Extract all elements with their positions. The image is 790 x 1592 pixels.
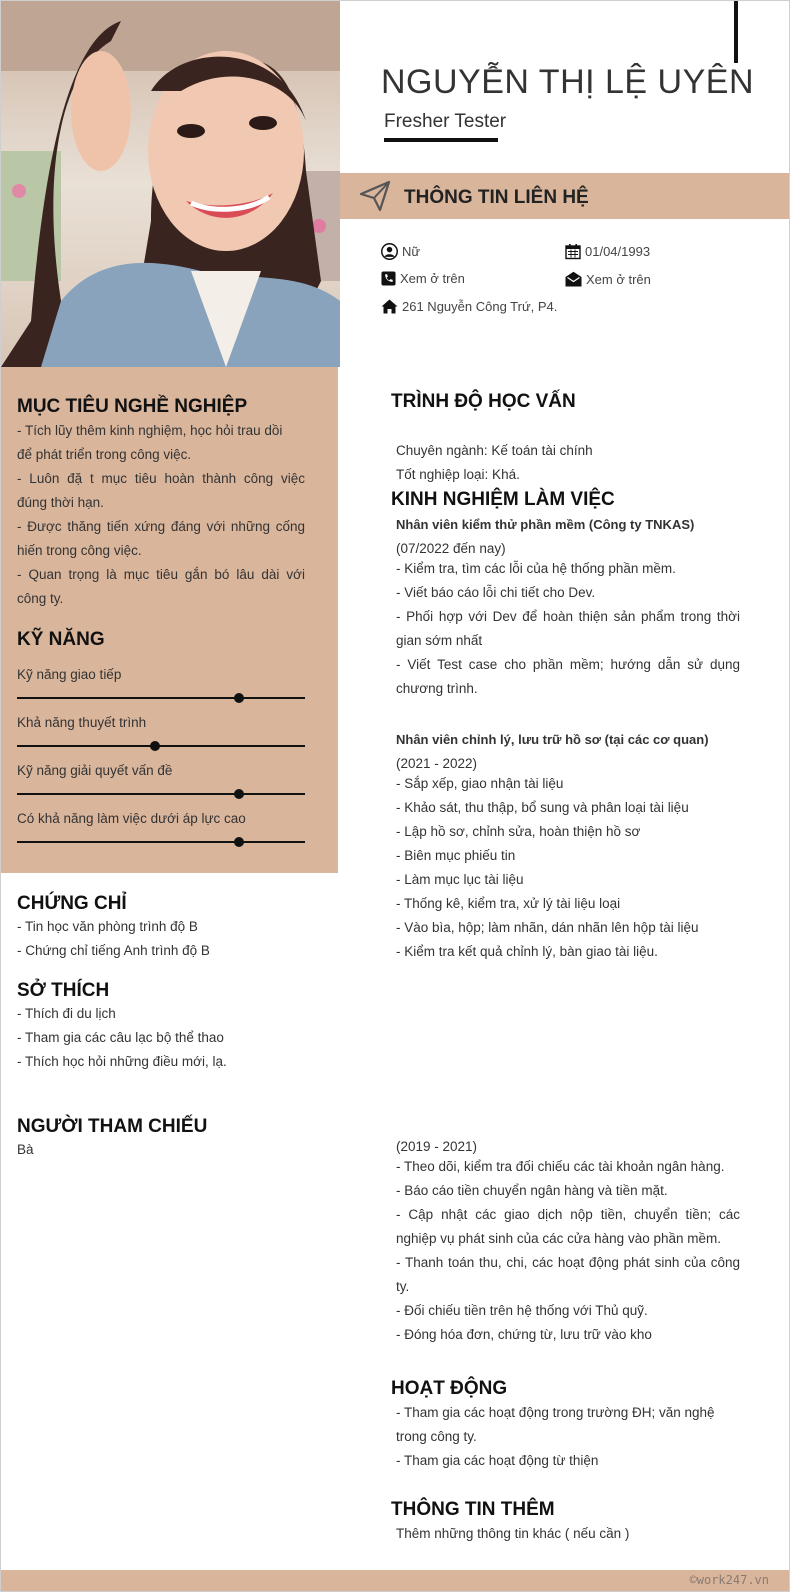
additional-title: THÔNG TIN THÊM: [391, 1499, 555, 1520]
gender-value: Nữ: [402, 244, 421, 259]
job-position: Nhân viên kiểm thử phần mềm (Công ty TNKAS): [396, 517, 695, 532]
objective-line: hiến trong công việc.: [17, 543, 142, 558]
experience-title: KINH NGHIỆM LÀM VIỆC: [391, 489, 615, 510]
education-title: TRÌNH ĐỘ HỌC VẤN: [391, 391, 576, 412]
references-title: NGƯỜI THAM CHIẾU: [17, 1116, 208, 1137]
certificates-title: CHỨNG CHỈ: [17, 893, 127, 914]
job-line: - Theo dõi, kiểm tra đối chiếu các tài khoản ngân hàng.: [396, 1159, 725, 1174]
objective-line: - Được thăng tiến xứng đáng với những cống: [17, 519, 305, 534]
education-major: Chuyên ngành: Kế toán tài chính: [396, 443, 593, 458]
job-line: - Biên mục phiếu tin: [396, 848, 516, 863]
job-line: - Thống kê, kiểm tra, xử lý tài liệu loại: [396, 896, 621, 911]
contact-email: [565, 271, 651, 287]
objective-line: để phát triển trong công việc.: [17, 447, 192, 462]
objective-line: công ty.: [17, 591, 64, 606]
additional-text: Thêm những thông tin khác ( nếu cần ): [396, 1526, 630, 1541]
job-period: (07/2022 đến nay): [396, 541, 506, 556]
job-line: - Vào bìa, hộp; làm nhãn, dán nhãn lên hộp tài liệu: [396, 920, 699, 935]
birthday-value: 01/04/1993: [585, 244, 651, 259]
hobbies-title: SỞ THÍCH: [17, 980, 110, 1001]
job-line: - Thanh toán thu, chi, các hoạt động phát sinh của công: [396, 1255, 740, 1270]
paper-plane-icon: [358, 179, 392, 218]
job-title-underline: [384, 138, 498, 142]
hobby-item: - Thích đi du lịch: [17, 1006, 116, 1021]
hobby-item: - Tham gia các câu lạc bộ thể thao: [17, 1030, 224, 1045]
activities-title: HOẠT ĐỘNG: [391, 1378, 508, 1399]
skill-label: Kỹ năng giao tiếp: [17, 667, 122, 682]
objective-title: MỤC TIÊU NGHỀ NGHIỆP: [17, 396, 248, 417]
certificate-item: - Tin học văn phòng trình độ B: [17, 919, 198, 934]
job-line: - Phối hợp với Dev để hoàn thiện sản phẩm trong thời: [396, 609, 740, 624]
objective-line: - Tích lũy thêm kinh nghiệm, học hỏi trau dồi: [17, 423, 283, 438]
skill-level-marker: [234, 789, 244, 799]
skill-label: Kỹ năng giải quyết vấn đề: [17, 763, 173, 778]
contact-address: [381, 299, 557, 314]
objective-text: [17, 419, 305, 611]
user-icon: [381, 243, 398, 260]
job-line: - Kiểm tra kết quả chỉnh lý, bàn giao tài liệu.: [396, 944, 658, 959]
job-line: - Làm mục lục tài liệu: [396, 872, 524, 887]
skill-level-marker: [234, 837, 244, 847]
certificate-item: - Chứng chỉ tiếng Anh trình độ B: [17, 943, 210, 958]
skill-label: Có khả năng làm việc dưới áp lực cao: [17, 811, 246, 826]
references-text: Bà: [17, 1142, 34, 1157]
activities-text: [396, 1401, 740, 1473]
watermark: ©work247.vn: [689, 1573, 769, 1587]
job-description: [396, 557, 740, 701]
objective-line: - Quan trọng là mục tiêu gắn bó lâu dài với: [17, 567, 305, 582]
calendar-icon: [565, 243, 581, 260]
candidate-name: NGUYỄN THỊ LỆ UYÊN: [381, 63, 755, 101]
skill-level-marker: [234, 693, 244, 703]
email-value: Xem ở trên: [586, 271, 651, 287]
profile-photo: [1, 1, 340, 367]
job-description: [396, 772, 740, 964]
job-period: (2021 - 2022): [396, 756, 478, 771]
job-line: chương trình.: [396, 681, 478, 696]
job-line: - Cập nhật các giao dịch nộp tiền, chuyển tiền; các: [396, 1207, 740, 1222]
job-line: gian sớm nhất: [396, 633, 483, 648]
skills-title: KỸ NĂNG: [17, 629, 105, 650]
education-grade: Tốt nghiệp loại: Khá.: [396, 467, 520, 482]
job-line: - Kiểm tra, tìm các lỗi của hệ thống phần mềm.: [396, 561, 676, 576]
skill-level-bar: [17, 841, 305, 843]
skill-level-bar: [17, 793, 305, 795]
address-value: 261 Nguyễn Công Trứ, P4.: [402, 299, 558, 314]
job-line: - Viết báo cáo lỗi chi tiết cho Dev.: [396, 585, 596, 600]
job-description: [396, 1155, 740, 1347]
activity-line: - Tham gia các hoạt động từ thiện: [396, 1453, 599, 1468]
home-icon: [381, 299, 398, 314]
job-line: - Viết Test case cho phần mềm; hướng dẫn sử dụng: [396, 657, 740, 672]
objective-line: - Luôn đặ t mục tiêu hoàn thành công việc: [17, 471, 305, 486]
job-line: - Báo cáo tiền chuyển ngân hàng và tiền mặt.: [396, 1183, 668, 1198]
job-position: Nhân viên chỉnh lý, lưu trữ hồ sơ (tại các cơ quan): [396, 732, 709, 747]
job-line: - Đóng hóa đơn, chứng từ, lưu trữ vào kho: [396, 1327, 652, 1342]
job-line: - Sắp xếp, giao nhận tài liệu: [396, 776, 564, 791]
skill-level-bar: [17, 745, 305, 747]
phone-value: Xem ở trên: [400, 271, 465, 286]
hobby-item: - Thích học hỏi những điều mới, lạ.: [17, 1054, 227, 1069]
job-period: (2019 - 2021): [396, 1139, 478, 1154]
contact-header: [340, 173, 789, 219]
skill-label: Khả năng thuyết trình: [17, 715, 147, 730]
header-accent-bar: [734, 1, 738, 63]
job-title: Fresher Tester: [384, 111, 507, 132]
contact-title: THÔNG TIN LIÊN HỆ: [404, 187, 589, 208]
contact-birthday: [565, 243, 650, 260]
activity-line: trong công ty.: [396, 1429, 477, 1444]
job-line: - Lập hồ sơ, chỉnh sửa, hoàn thiện hồ sơ: [396, 824, 641, 839]
job-line: ty.: [396, 1279, 410, 1294]
phone-icon: [381, 271, 396, 286]
skill-level-bar: [17, 697, 305, 699]
job-line: - Khảo sát, thu thập, bổ sung và phân loại tài liệu: [396, 800, 689, 815]
activity-line: - Tham gia các hoạt động trong trường ĐH; văn nghệ: [396, 1405, 715, 1420]
contact-gender: [381, 243, 420, 260]
job-line: - Đối chiếu tiền trên hệ thống với Thủ quỹ.: [396, 1303, 648, 1318]
contact-phone: [381, 271, 465, 286]
objective-line: đúng thời hạn.: [17, 495, 104, 510]
footer-band: [1, 1570, 789, 1591]
job-line: nghiệp vụ phát sinh của các cửa hàng vào phần mềm.: [396, 1231, 721, 1246]
envelope-open-icon: [565, 271, 582, 287]
